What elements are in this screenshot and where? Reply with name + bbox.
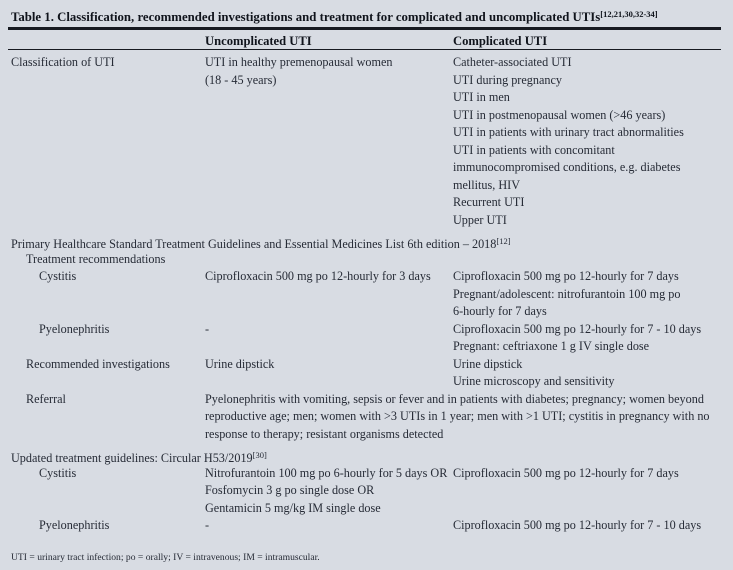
row-label-cell	[11, 517, 205, 535]
row-classification	[11, 54, 722, 229]
cell-line: 6-hourly for 7 days	[453, 304, 547, 319]
section-heading-2018	[11, 233, 722, 251]
cell-line: Ciprofloxacin 500 mg po 12-hourly for 7 days	[453, 269, 679, 284]
row-label: Recommended investigations	[26, 356, 170, 371]
complicated-cell	[453, 356, 722, 391]
cell-line: Nitrofurantoin 100 mg po 6-hourly for 5 days OR	[205, 465, 448, 480]
header-row	[11, 33, 722, 49]
row-label-cell	[11, 465, 205, 483]
row-label: Cystitis	[39, 465, 77, 480]
cell-line: UTI in healthy premenopausal women	[205, 55, 393, 70]
cell-line: immunocompromised conditions, e.g. diabetes	[453, 160, 681, 175]
cell-line: Fosfomycin 3 g po single dose OR	[205, 483, 375, 498]
uncomplicated-cell	[205, 465, 453, 518]
row-label-cell	[11, 54, 205, 72]
cell-line: Ciprofloxacin 500 mg po 12-hourly for 7 - 10 days	[453, 518, 702, 533]
section-heading-text: Primary Healthcare Standard Treatment Guidelines and Essential Medicines List 6th edition – 2018	[11, 237, 497, 252]
table-footnote: UTI = urinary tract infection; po = orally; IV = intravenous; IM = intramuscular.	[11, 551, 320, 563]
table-title	[11, 6, 722, 25]
referral-cell	[205, 391, 722, 444]
complicated-cell	[453, 517, 722, 535]
complicated-cell	[453, 268, 722, 321]
cell-line: UTI in patients with concomitant	[453, 142, 615, 157]
cell-line: Upper UTI	[453, 212, 507, 227]
row-cystitis-2018	[11, 268, 722, 321]
cell-line: response to therapy; resistant organisms detected	[205, 426, 444, 441]
section-heading-text: Updated treatment guidelines: Circular H53/2019	[11, 451, 253, 466]
row-label: Pyelonephritis	[39, 321, 110, 336]
cell-line: -	[205, 518, 210, 533]
cell-line: reproductive age; men; women with >3 UTIs in 1 year; men with >1 UTI; cystitis in pregnancy with no	[205, 409, 710, 424]
row-label-cell	[11, 391, 205, 409]
row-investigations	[11, 356, 722, 391]
cell-line: (18 - 45 years)	[205, 72, 277, 87]
section-heading-2019	[11, 447, 722, 465]
uncomplicated-cell	[205, 268, 453, 286]
column-header-uncomplicated: Uncomplicated UTI	[205, 33, 312, 48]
cell-line: UTI in men	[453, 90, 510, 105]
cell-line: mellitus, HIV	[453, 177, 521, 192]
uncomplicated-cell	[205, 321, 453, 339]
subheading-treatment-recommendations: Treatment recommendations	[26, 251, 166, 266]
row-referral	[11, 391, 722, 444]
row-pyelonephritis-2019	[11, 517, 722, 535]
section-heading-citation: [30]	[252, 450, 267, 461]
row-label: Pyelonephritis	[39, 518, 110, 533]
row-label-cell	[11, 356, 205, 374]
cell-line: UTI in postmenopausal women (>46 years)	[453, 107, 666, 122]
header-spacer	[11, 33, 205, 49]
title-rule	[8, 27, 721, 30]
cell-line: Pyelonephritis with vomiting, sepsis or fever and in patients with diabetes; pregnancy; women beyond	[205, 391, 704, 406]
row-cystitis-2019	[11, 465, 722, 518]
uncomplicated-cell	[205, 54, 453, 89]
row-label-cell	[11, 321, 205, 339]
row-label: Classification of UTI	[11, 55, 115, 70]
cell-line: Ciprofloxacin 500 mg po 12-hourly for 7 days	[453, 465, 679, 480]
table-title-citation: [12,21,30,32-34]	[600, 9, 658, 19]
cell-line: Pregnant/adolescent: nitrofurantoin 100 mg po	[453, 286, 681, 301]
cell-line: Gentamicin 5 mg/kg IM single dose	[205, 500, 381, 515]
complicated-cell	[453, 465, 722, 483]
column-header-complicated: Complicated UTI	[453, 33, 548, 48]
cell-line: Recurrent UTI	[453, 195, 525, 210]
cell-line: Urine microscopy and sensitivity	[453, 374, 615, 389]
uncomplicated-cell	[205, 517, 453, 535]
uncomplicated-cell	[205, 356, 453, 374]
complicated-cell	[453, 321, 722, 356]
table-title-text: Table 1. Classification, recommended investigations and treatment for complicated and uncomplicated UTIs	[11, 10, 601, 24]
row-label: Cystitis	[39, 269, 77, 284]
cell-line: Pregnant: ceftriaxone 1 g IV single dose	[453, 339, 650, 354]
row-pyelonephritis-2018	[11, 321, 722, 356]
row-label: Referral	[26, 391, 66, 406]
cell-line: Catheter-associated UTI	[453, 55, 572, 70]
header-rule	[8, 49, 721, 50]
cell-line: -	[205, 321, 210, 336]
row-label-cell	[11, 268, 205, 286]
cell-line: Urine dipstick	[453, 356, 523, 371]
cell-line: UTI during pregnancy	[453, 72, 562, 87]
cell-line: Ciprofloxacin 500 mg po 12-hourly for 3 days	[205, 269, 431, 284]
complicated-cell	[453, 54, 722, 229]
cell-line: Urine dipstick	[205, 356, 275, 371]
cell-line: UTI in patients with urinary tract abnormalities	[453, 125, 684, 140]
section-heading-citation: [12]	[496, 236, 511, 247]
cell-line: Ciprofloxacin 500 mg po 12-hourly for 7 - 10 days	[453, 321, 702, 336]
